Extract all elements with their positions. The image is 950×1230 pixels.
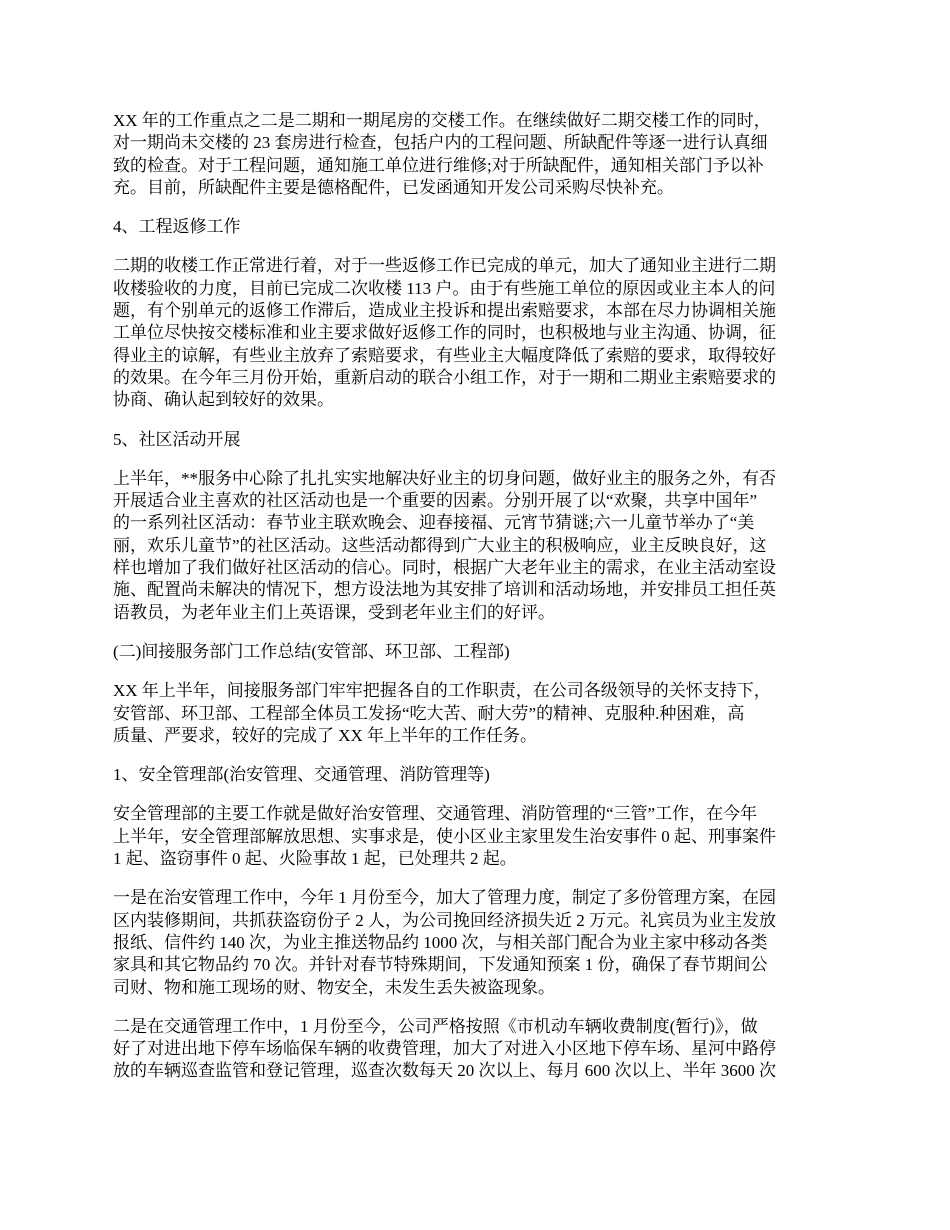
- paragraph: [113, 680, 840, 747]
- text-line: 好了对进出地下停车场临保车辆的收费管理，加大了对进入小区地下停车场、星河中路停: [113, 1039, 776, 1059]
- text-line: 施、配置尚未解决的情况下，想方设法地为其安排了培训和活动场地，并安排员工担任英: [113, 580, 776, 600]
- text-line: 安管部、环卫部、工程部全体员工发扬“吃大苦、耐大劳”的精神、克服种.种困难，高: [113, 703, 745, 723]
- text-line: 上半年，安全管理部解放思想、实事求是，使小区业主家里发生治安事件 0 起、刑事案件: [113, 826, 776, 846]
- paragraph: [113, 468, 840, 624]
- text-line: 工单位尽快按交楼标准和业主要求做好返修工作的同时，也积极地与业主沟通、协调，征: [113, 323, 776, 343]
- paragraph: [113, 110, 840, 199]
- text-line: 报纸、信件约 140 次，为业主推送物品约 1000 次，与相关部门配合为业主家中移动各类: [113, 932, 768, 952]
- text-line: 二期的收楼工作正常进行着，对于一些返修工作已完成的单元，加大了通知业主进行二期: [113, 256, 776, 276]
- text-line: 1 起、盗窃事件 0 起、火险事故 1 起，已处理共 2 起。: [113, 849, 517, 869]
- section-heading: [113, 429, 840, 451]
- section-heading: [113, 641, 840, 663]
- text-line: 一是在治安管理工作中，今年 1 月份至今，加大了管理力度，制定了多份管理方案，在园: [113, 888, 776, 908]
- section-heading: [113, 764, 840, 786]
- document-body: [113, 110, 840, 1100]
- text-line: 样也增加了我们做好社区活动的信心。同时，根据广大老年业主的需求，在业主活动室设: [113, 558, 776, 578]
- text-line: 家具和其它物品约 70 次。并针对春节特殊期间，下发通知预案 1 份，确保了春节期间公: [113, 955, 768, 975]
- paragraph: [113, 255, 840, 411]
- text-line: 安全管理部的主要工作就是做好治安管理、交通管理、消防管理的“三管”工作，在今年: [113, 804, 758, 824]
- text-line: 4、工程返修工作: [113, 217, 241, 237]
- text-line: 开展适合业主喜欢的社区活动也是一个重要的因素。分别开展了以“欢聚，共享中国年”: [113, 491, 758, 511]
- section-heading: [113, 216, 840, 238]
- text-line: 二是在交通管理工作中，1 月份至今，公司严格按照《市机动车辆收费制度(暂行)》，做: [113, 1016, 758, 1036]
- text-line: 致的检查。对于工程问题，通知施工单位进行维修;对于所缺配件，通知相关部门予以补: [113, 155, 764, 175]
- text-line: 区内装修期间，共抓获盗窃份子 2 人，为公司挽回经济损失近 2 万元。礼宾员为业主发放: [113, 910, 776, 930]
- paragraph: [113, 887, 840, 998]
- text-line: 质量、严要求，较好的完成了 XX 年上半年的工作任务。: [113, 725, 538, 745]
- text-line: 放的车辆巡查监管和登记管理，巡查次数每天 20 次以上、每月 600 次以上、半年 3600 次: [113, 1061, 776, 1081]
- text-line: 上半年，**服务中心除了扎扎实实地解决好业主的切身问题，做好业主的服务之外，有否: [113, 468, 776, 488]
- text-line: XX 年的工作重点之二是二期和一期尾房的交楼工作。在继续做好二期交楼工作的同时，: [113, 111, 771, 130]
- paragraph: [113, 803, 840, 870]
- text-line: 的效果。在今年三月份开始，重新启动的联合小组工作，对于一期和二期业主索赔要求的: [113, 367, 776, 387]
- text-line: 协商、确认起到较好的效果。: [113, 390, 334, 410]
- text-line: 充。目前，所缺配件主要是德格配件，已发函通知开发公司采购尽快补充。: [113, 177, 674, 197]
- text-line: (二)间接服务部门工作总结(安管部、环卫部、工程部): [113, 641, 510, 661]
- text-line: 丽，欢乐儿童节”的社区活动。这些活动都得到广大业主的积极响应，业主反映良好，这: [113, 535, 767, 555]
- text-line: 得业主的谅解，有些业主放弃了索赔要求，有些业主大幅度降低了索赔的要求，取得较好: [113, 345, 776, 365]
- text-line: XX 年上半年，间接服务部门牢牢把握各自的工作职责，在公司各级领导的关怀支持下，: [113, 681, 771, 701]
- text-line: 5、社区活动开展: [113, 429, 241, 449]
- text-line: 对一期尚未交楼的 23 套房进行检查，包括户内的工程问题、所缺配件等逐一进行认真细: [113, 133, 768, 153]
- paragraph: [113, 1016, 840, 1083]
- text-line: 语教员，为老年业主们上英语课，受到老年业主们的好评。: [113, 602, 555, 622]
- text-line: 司财、物和施工现场的财、物安全，未发生丢失被盗现象。: [113, 977, 555, 997]
- text-line: 收楼验收的力度，目前已完成二次收楼 113 户。由于有些施工单位的原因或业主本人的问: [113, 278, 776, 298]
- text-line: 1、安全管理部(治安管理、交通管理、消防管理等): [113, 765, 490, 785]
- text-line: 的一系列社区活动：春节业主联欢晚会、迎春接福、元宵节猜谜;六一儿童节举办了“美: [113, 513, 755, 533]
- text-line: 题，有个别单元的返修工作滞后，造成业主投诉和提出索赔要求，本部在尽力协调相关施: [113, 301, 776, 321]
